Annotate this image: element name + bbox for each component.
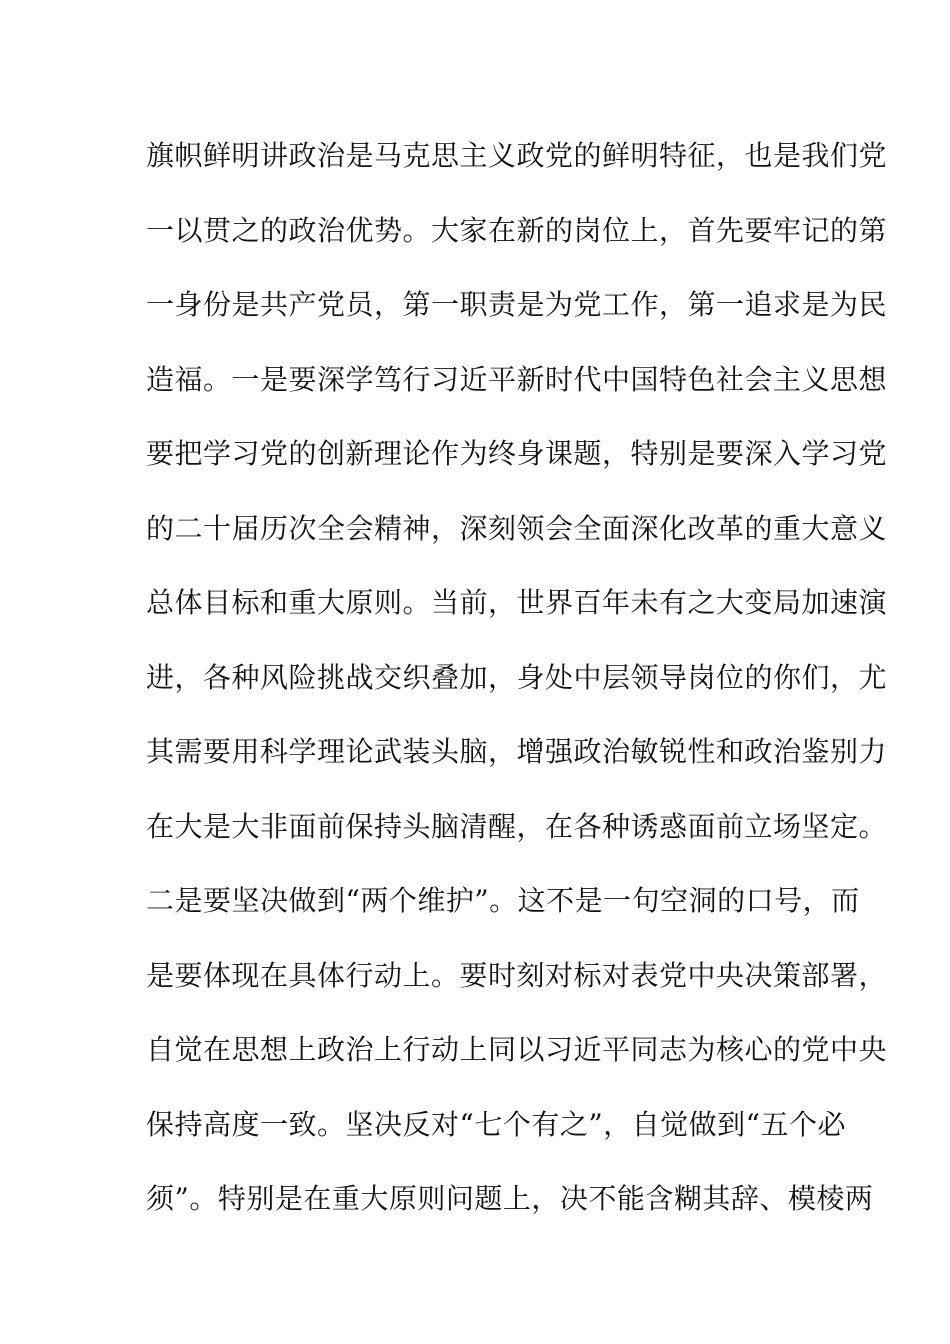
text-line: 旗帜鲜明讲政治是马克思主义政党的鲜明特征，也是我们党 [146,139,888,172]
text-line: 自觉在思想上政治上行动上同以习近平同志为核心的党中央 [146,1033,888,1066]
text-line: 的二十届历次全会精神，深刻领会全面深化改革的重大意义 [146,511,888,545]
text-line: 一身份是共产党员，第一职责是为党工作，第一追求是为民 [146,288,888,321]
text-line: 须”。特别是在重大原则问题上，决不能含糊其辞、模棱两 [146,1182,874,1215]
text-line: 一以贯之的政治优势。大家在新的岗位上，首先要牢记的第 [146,213,888,247]
text-line: 要把学习党的创新理论作为终身课题，特别是要深入学习党 [146,437,888,470]
text-line: 保持高度一致。坚决反对“七个有之”，自觉做到“五个必 [146,1107,846,1141]
text-line: 总体目标和重大原则。当前，世界百年未有之大变局加速演 [146,586,888,619]
text-line: 造福。一是要深学笃行习近平新时代中国特色社会主义思想 [146,362,888,396]
text-line: 其需要用科学理论武装头脑，增强政治敏锐性和政治鉴别力 [146,735,888,768]
body-text [146,128,888,1246]
text-line: 是要体现在具体行动上。要时刻对标对表党中央决策部署， [146,958,888,992]
text-line: 二是要坚决做到“两个维护”。这不是一句空洞的口号，而 [146,884,860,917]
text-line: 在大是大非面前保持头脑清醒，在各种诱惑面前立场坚定。 [146,809,888,843]
text-line: 进，各种风险挑战交织叠加，身处中层领导岗位的你们，尤 [146,660,888,694]
